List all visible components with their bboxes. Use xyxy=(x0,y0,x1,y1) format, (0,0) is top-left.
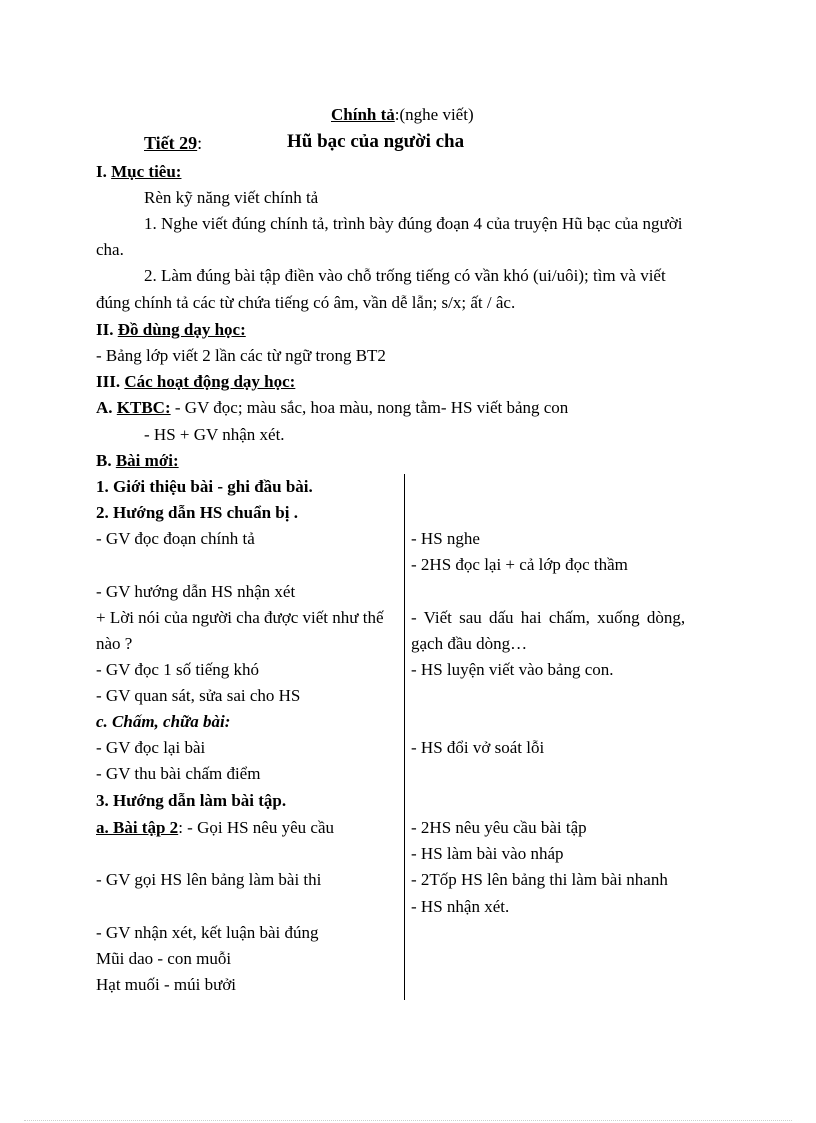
left-heading-1: 1. Giới thiệu bài - ghi đầu bài. xyxy=(96,477,313,496)
lesson-title: Hũ bạc của người cha xyxy=(287,131,465,152)
left-heading-2: 2. Hướng dẫn HS chuẩn bị . xyxy=(96,503,298,522)
left-line-3: + Lời nói của người cha được viết như thế xyxy=(96,608,384,627)
left-line-4: nào ? xyxy=(96,634,133,653)
left-line-1: - GV đọc đoạn chính tả xyxy=(96,529,255,548)
left-line-10: - GV nhận xét, kết luận bài đúng xyxy=(96,923,319,942)
right-line-10: - HS nhận xét. xyxy=(411,897,510,916)
left-line-2: - GV hướng dẫn HS nhận xét xyxy=(96,582,296,601)
section3-title: Các hoạt động dạy học: xyxy=(124,372,296,391)
part-a-prefix: A. xyxy=(96,398,113,417)
section2-roman: II. xyxy=(96,320,114,339)
section1-title: Mục tiêu: xyxy=(111,162,182,181)
right-line-1: - HS nghe xyxy=(411,529,480,548)
lesson-colon: : xyxy=(197,133,203,153)
part-b-heading xyxy=(96,451,179,471)
left-heading-4: 3. Hướng dẫn làm bài tập. xyxy=(96,791,287,810)
subject-mode: :(nghe viết) xyxy=(394,105,474,124)
left-line-7: - GV đọc lại bài xyxy=(96,738,206,757)
materials-line: - Bảng lớp viết 2 lần các từ ngữ trong BT2 xyxy=(96,346,386,365)
column-divider xyxy=(404,474,405,1000)
left-line-9: - GV gọi HS lên bảng làm bài thi xyxy=(96,870,322,889)
section2-title: Đồ dùng dạy học: xyxy=(117,320,246,339)
exercise-text: : - Gọi HS nêu yêu cầu xyxy=(178,818,334,837)
lesson-number xyxy=(144,133,202,153)
left-line-8: - GV thu bài chấm điểm xyxy=(96,764,261,783)
section3-roman: III. xyxy=(96,372,121,391)
objective-line-5: đúng chính tả các từ chứa tiếng có âm, vần dễ lẫn; s/x; ất / âc. xyxy=(96,293,516,312)
exercise-label: a. Bài tập 2 xyxy=(96,818,179,837)
right-line-4: gạch đầu dòng… xyxy=(411,634,528,653)
right-line-6: - HS đổi vở soát lỗi xyxy=(411,738,545,757)
subject-label: Chính tả xyxy=(331,105,395,124)
right-line-8: - HS làm bài vào nháp xyxy=(411,844,564,863)
right-line-5: - HS luyện viết vào bảng con. xyxy=(411,660,614,679)
right-line-7: - 2HS nêu yêu cầu bài tập xyxy=(411,818,587,837)
part-a-line xyxy=(96,398,568,418)
part-a-text: - GV đọc; màu sắc, hoa màu, nong tằm- HS viết bảng con xyxy=(170,398,569,417)
part-b-prefix: B. xyxy=(96,451,112,470)
part-a-label: KTBC: xyxy=(116,398,171,417)
left-line-12: Hạt muối - múi bưởi xyxy=(96,975,237,994)
right-line-2: - 2HS đọc lại + cả lớp đọc thầm xyxy=(411,555,628,574)
right-line-9: - 2Tốp HS lên bảng thi làm bài nhanh xyxy=(411,870,668,889)
section1-roman: I. xyxy=(96,162,107,181)
left-line-5: - GV đọc 1 số tiếng khó xyxy=(96,660,260,679)
right-line-3: - Viết sau dấu hai chấm, xuống dòng, xyxy=(411,608,686,627)
left-line-6: - GV quan sát, sửa sai cho HS xyxy=(96,686,301,705)
left-heading-3: c. Chấm, chữa bài: xyxy=(96,712,231,731)
section1-heading xyxy=(96,162,181,182)
exercise-line xyxy=(96,818,334,838)
subject-line xyxy=(331,105,474,125)
objective-line-3: cha. xyxy=(96,240,124,259)
section3-heading xyxy=(96,372,295,392)
part-b-label: Bài mới: xyxy=(115,451,179,470)
part-a-line-2: - HS + GV nhận xét. xyxy=(144,425,285,444)
lesson-label: Tiết 29 xyxy=(144,133,198,153)
objective-line-1: Rèn kỹ năng viết chính tả xyxy=(144,188,319,207)
left-line-11: Mũi dao - con muỗi xyxy=(96,949,232,968)
section2-heading xyxy=(96,320,246,340)
page-bottom-rule xyxy=(24,1120,792,1121)
objective-line-2: 1. Nghe viết đúng chính tả, trình bày đúng đoạn 4 của truyện Hũ bạc của người xyxy=(144,214,683,233)
objective-line-4: 2. Làm đúng bài tập điền vào chỗ trống tiếng có vần khó (ui/uôi); tìm và viết xyxy=(144,266,666,285)
